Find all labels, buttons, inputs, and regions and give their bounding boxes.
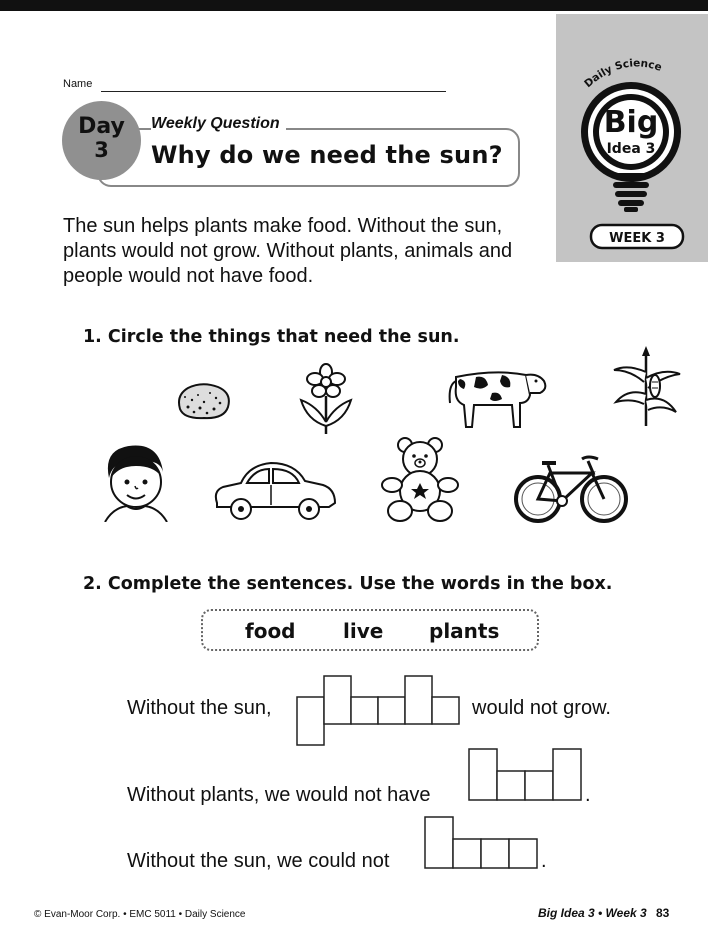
day-number: 3 (94, 138, 109, 162)
big-idea-badge (566, 52, 698, 252)
corn-plant-icon[interactable] (610, 342, 684, 428)
weekly-question-label: Weekly Question (151, 115, 286, 133)
name-label: Name (63, 78, 93, 90)
sentence-3-before: Without the sun, we could not (127, 850, 390, 872)
top-border (0, 0, 708, 11)
word-bank-box (201, 609, 539, 651)
question-2-number: 2. (83, 574, 102, 594)
letter-boxes-plants[interactable] (296, 675, 464, 747)
flower-icon[interactable] (297, 362, 355, 438)
question-1-text: Circle the things that need the sun. (107, 327, 460, 347)
question-1 (83, 327, 460, 347)
teddy-bear-icon[interactable] (378, 435, 462, 523)
question-1-number: 1. (83, 327, 102, 347)
footer-copyright: © Evan-Moor Corp. • EMC 5011 • Daily Science (34, 909, 246, 920)
badge-big: Big (603, 105, 659, 140)
bicycle-icon[interactable] (512, 451, 630, 527)
badge-arc-text: Daily Science (582, 57, 664, 91)
intro-text: The sun helps plants make food. Without the sun, plants would not grow. Without plants, animals and people would not have food. (63, 215, 513, 287)
bulb-base-icon (612, 173, 650, 212)
page-number: 83 (656, 906, 670, 920)
word-food: food (245, 619, 296, 643)
sentence-1-after: would not grow. (472, 697, 611, 719)
day-circle (62, 101, 141, 180)
sentence-2-before: Without plants, we would not have (127, 784, 431, 806)
question-2-text: Complete the sentences. Use the words in the box. (107, 574, 613, 594)
name-line[interactable] (101, 91, 446, 92)
question-2 (83, 574, 612, 594)
letter-boxes-food[interactable] (468, 748, 584, 802)
word-live: live (343, 619, 384, 643)
sentence-3-after: . (541, 850, 547, 872)
rock-icon[interactable] (174, 379, 234, 421)
week-label: WEEK 3 (609, 231, 665, 246)
sentence-1-before: Without the sun, (127, 697, 272, 719)
sentence-2-after: . (585, 784, 591, 806)
badge-idea: Idea 3 (606, 141, 656, 157)
child-face-icon[interactable] (99, 440, 173, 522)
weekly-question: Why do we need the sun? (151, 141, 503, 169)
car-icon[interactable] (211, 459, 339, 523)
footer-unit: Big Idea 3 • Week 3 (538, 906, 647, 920)
letter-boxes-live[interactable] (424, 816, 540, 870)
day-word: Day (78, 114, 125, 139)
word-plants: plants (429, 619, 500, 643)
cow-icon[interactable] (446, 363, 550, 433)
